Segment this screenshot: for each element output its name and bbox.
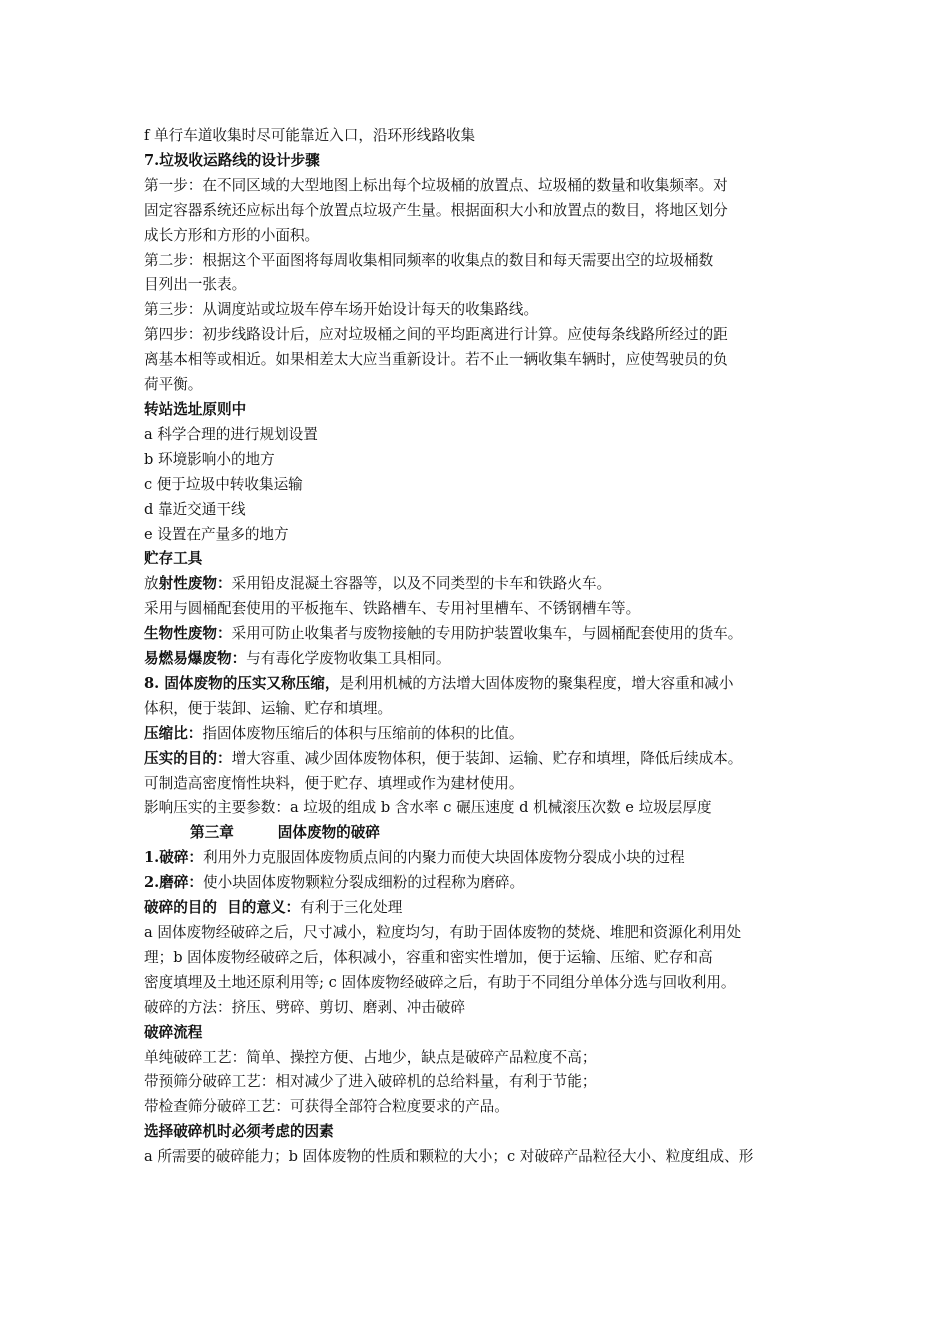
term-label: 生物性废物： bbox=[144, 625, 232, 643]
text-line: a 固体废物经破碎之后，尺寸减小，粒度均匀，有助于固体废物的焚烧、堆肥和资源化利用处 bbox=[144, 924, 742, 941]
chapter-number: 第三章 bbox=[190, 824, 234, 842]
term-label: 1.破碎： bbox=[144, 849, 204, 867]
term-label: 压缩比： bbox=[144, 724, 203, 742]
text-line: 密度填埋及土地还原利用等; c 固体废物经破碎之后，有助于不同组分单体分选与回收利用。 bbox=[144, 973, 736, 991]
text-span: 放 bbox=[144, 575, 159, 593]
chapter-heading bbox=[144, 821, 816, 846]
list-item: a 科学合理的进行规划设置 bbox=[144, 425, 318, 443]
list-item: d 靠近交通干线 bbox=[144, 500, 246, 518]
text-line: 目列出一张表。 bbox=[144, 276, 247, 294]
text-line: 第四步：初步线路设计后，应对垃圾桶之间的平均距离进行计算。应使每条线路所经过的距 bbox=[144, 326, 728, 344]
text-span: 有利于三化处理 bbox=[300, 899, 403, 917]
text-line: f 单行车道收集时尽可能靠近入口，沿环形线路收集 bbox=[144, 127, 476, 144]
list-item: b 环境影响小的地方 bbox=[144, 450, 275, 468]
text-line: 采用与圆桶配套使用的平板拖车、铁路槽车、专用衬里槽车、不锈钢槽车等。 bbox=[144, 600, 641, 618]
text-line bbox=[144, 622, 816, 647]
text-span: 是利用机械的方法增大固体废物的聚集程度，增大容重和减小 bbox=[339, 674, 734, 692]
text-line bbox=[144, 846, 816, 871]
text-line: 破碎的方法：挤压、劈碎、剪切、磨剥、冲击破碎 bbox=[144, 998, 466, 1016]
text-line bbox=[144, 672, 816, 697]
list-item: c 便于垃圾中转收集运输 bbox=[144, 475, 303, 493]
text-line: 离基本相等或相近。如果相差太大应当重新设计。若不止一辆收集车辆时，应使驾驶员的负 bbox=[144, 351, 728, 369]
term-label: 射性废物： bbox=[158, 575, 232, 593]
text-span: 采用可防止收集者与废物接触的专用防护装置收集车，与圆桶配套使用的货车。 bbox=[231, 625, 743, 643]
text-line: 第一步：在不同区域的大型地图上标出每个垃圾桶的放置点、垃圾桶的数量和收集频率。对 bbox=[144, 176, 728, 194]
section-heading: 7.垃圾收运路线的设计步骤 bbox=[144, 151, 320, 169]
text-line bbox=[144, 647, 816, 672]
term-label: 破碎的目的 bbox=[144, 899, 217, 917]
text-line: 固定容器系统还应标出每个放置点垃圾产生量。根据面积大小和放置点的数目，将地区划分 bbox=[144, 201, 728, 219]
section-heading: 破碎流程 bbox=[144, 1023, 203, 1041]
text-line: 带预筛分破碎工艺：相对减少了进入破碎机的总给料量，有利于节能； bbox=[144, 1073, 597, 1091]
text-line: 理；b 固体废物经破碎之后，体积减小，容重和密实性增加，便于运输、压缩、贮存和高 bbox=[144, 948, 713, 966]
text-line: 可制造高密度惰性块料，便于贮存、填埋或作为建材使用。 bbox=[144, 774, 524, 792]
text-line: 第二步：根据这个平面图将每周收集相同频率的收集点的数目和每天需要出空的垃圾桶数 bbox=[144, 251, 714, 269]
text-line: a 所需要的破碎能力；b 固体废物的性质和颗粒的大小；c 对破碎产品粒径大小、粒度组成、形 bbox=[144, 1148, 754, 1166]
text-line bbox=[144, 896, 816, 921]
term-label: 易燃易爆废物： bbox=[144, 650, 247, 668]
section-heading: 转站选址原则中 bbox=[144, 400, 247, 418]
text-line: 带检查筛分破碎工艺：可获得全部符合粒度要求的产品。 bbox=[144, 1098, 509, 1116]
section-heading: 贮存工具 bbox=[144, 550, 203, 568]
text-span: 利用外力克服固体废物质点间的内聚力而使大块固体废物分裂成小块的过程 bbox=[203, 849, 685, 867]
text-line: 荷平衡。 bbox=[144, 376, 203, 394]
text-span: 增大容重、减少固体废物体积，便于装卸、运输、贮存和填埋，降低后续成本。 bbox=[231, 749, 743, 767]
text-line: 体积，便于装卸、运输、贮存和填埋。 bbox=[144, 699, 393, 717]
term-label: 目的意义： bbox=[227, 899, 301, 917]
term-label: 2.磨碎： bbox=[144, 874, 204, 892]
section-heading: 选择破碎机时必须考虑的因素 bbox=[144, 1123, 334, 1141]
text-span: 与有毒化学废物收集工具相同。 bbox=[246, 650, 451, 668]
chapter-title: 固体废物的破碎 bbox=[277, 824, 380, 842]
text-span: 指固体废物压缩后的体积与压缩前的体积的比值。 bbox=[202, 724, 524, 742]
text-line: 第三步：从调度站或垃圾车停车场开始设计每天的收集路线。 bbox=[144, 301, 539, 319]
text-line bbox=[144, 722, 816, 747]
document-page bbox=[144, 124, 816, 1170]
term-label: 压实的目的： bbox=[144, 749, 232, 767]
text-span: 使小块固体废物颗粒分裂成细粉的过程称为磨碎。 bbox=[203, 874, 525, 892]
text-line: 影响压实的主要参数：a 垃圾的组成 b 含水率 c 碾压速度 d 机械滚压次数 e 垃圾层厚度 bbox=[144, 799, 712, 817]
text-line: 成长方形和方形的小面积。 bbox=[144, 226, 320, 244]
text-line bbox=[144, 572, 816, 597]
term-label: 8. 固体废物的压实又称压缩， bbox=[144, 674, 340, 692]
text-line bbox=[144, 747, 816, 772]
text-span: 采用铅皮混凝土容器等，以及不同类型的卡车和铁路火车。 bbox=[231, 575, 612, 593]
text-line bbox=[144, 871, 816, 896]
text-line: 单纯破碎工艺：简单、操控方便、占地少，缺点是破碎产品粒度不高； bbox=[144, 1048, 597, 1066]
list-item: e 设置在产量多的地方 bbox=[144, 525, 289, 543]
